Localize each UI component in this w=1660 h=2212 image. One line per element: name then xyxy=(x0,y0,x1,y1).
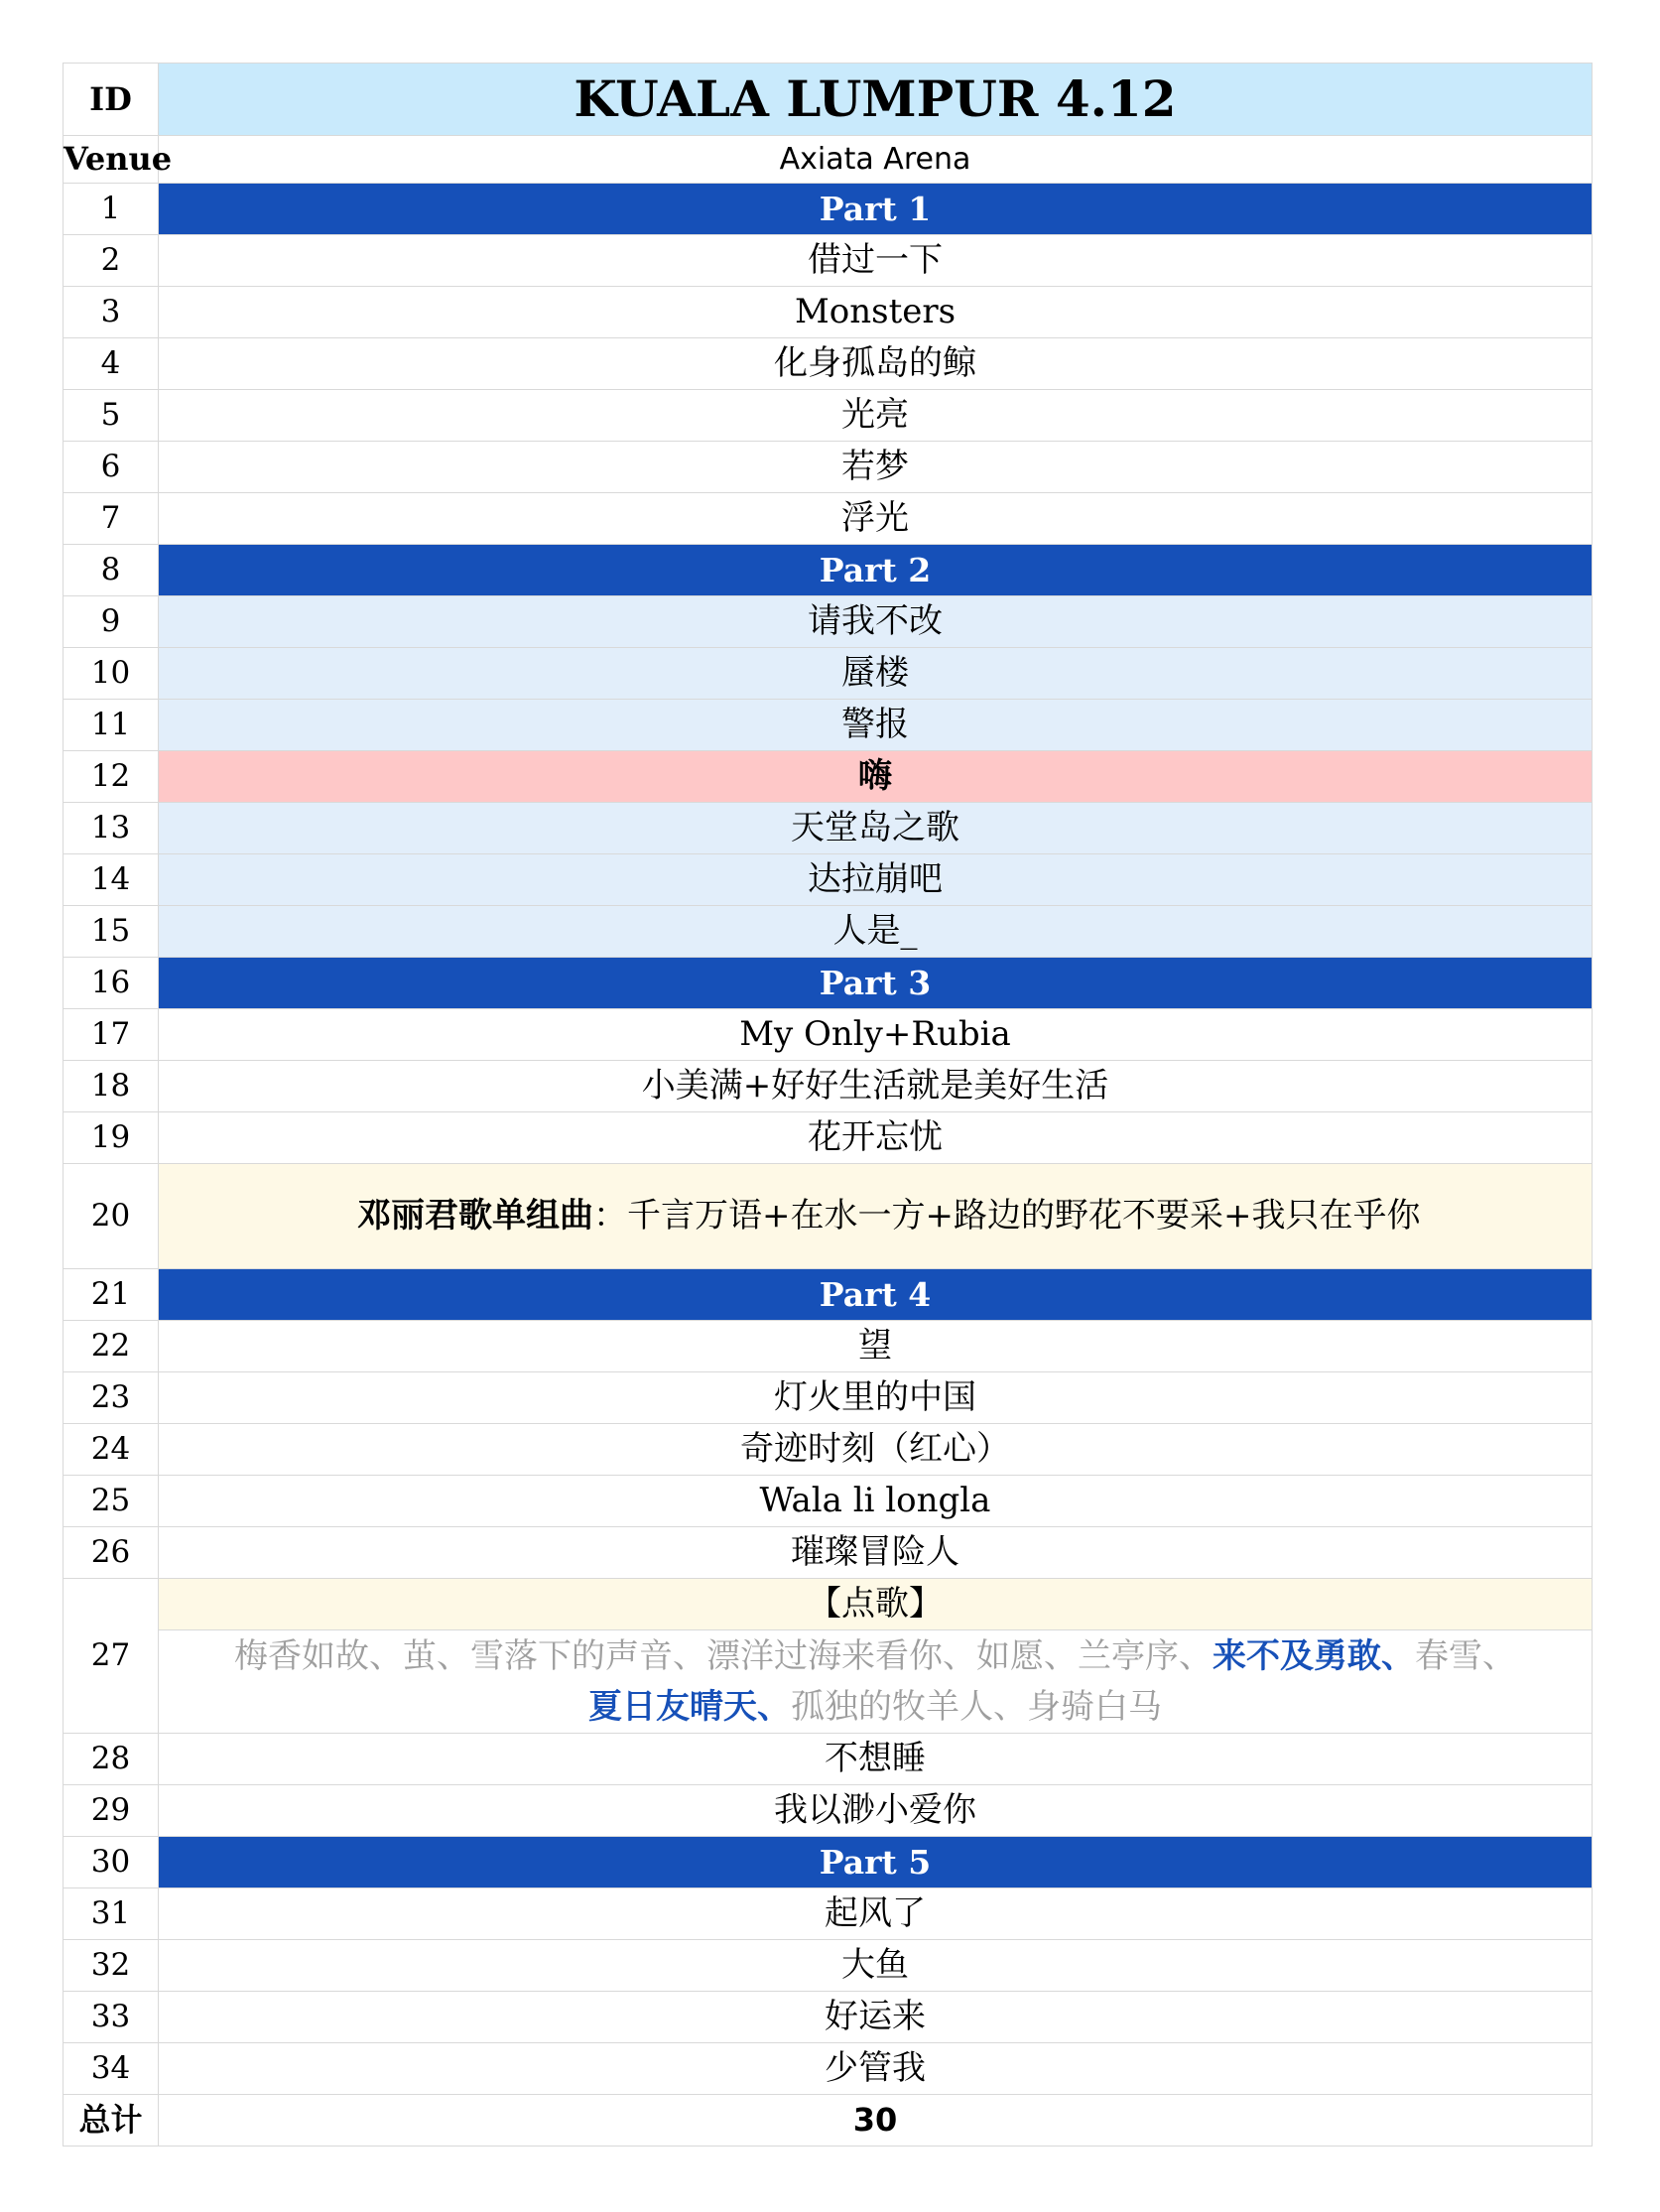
part-header: Part 5 xyxy=(159,1837,1593,1888)
id-header: ID xyxy=(64,64,159,136)
row-id: 13 xyxy=(64,803,159,854)
row-id: 24 xyxy=(64,1424,159,1476)
row-id: 18 xyxy=(64,1061,159,1112)
table-row xyxy=(64,803,1593,854)
row-id: 6 xyxy=(64,442,159,493)
song-title: 借过一下 xyxy=(159,235,1593,287)
request-header: 【点歌】 xyxy=(159,1579,1593,1630)
row-id: 27 xyxy=(64,1579,159,1734)
header-row xyxy=(64,64,1593,136)
venue-label: Venue xyxy=(64,136,159,184)
table-row xyxy=(64,1992,1593,2043)
table-row xyxy=(64,1424,1593,1476)
table-row xyxy=(64,1321,1593,1372)
table-row xyxy=(64,1940,1593,1992)
table-row xyxy=(64,1476,1593,1527)
row-id: 33 xyxy=(64,1992,159,2043)
table-row xyxy=(64,1837,1593,1888)
table-row xyxy=(64,854,1593,906)
table-row xyxy=(64,1630,1593,1734)
song-title: 望 xyxy=(159,1321,1593,1372)
song-title: 达拉崩吧 xyxy=(159,854,1593,906)
table-row xyxy=(64,648,1593,700)
row-id: 25 xyxy=(64,1476,159,1527)
row-id: 21 xyxy=(64,1269,159,1321)
table-row xyxy=(64,2043,1593,2095)
medley-songs: ：千言万语+在水一方+路边的野花不要采+我只在乎你 xyxy=(593,1196,1421,1236)
table-row xyxy=(64,1164,1593,1269)
song-title: Wala li longla xyxy=(159,1476,1593,1527)
row-id: 9 xyxy=(64,596,159,648)
request-list-3: 孤独的牧羊人、身骑白马 xyxy=(791,1686,1162,1727)
row-id: 29 xyxy=(64,1785,159,1837)
row-id: 26 xyxy=(64,1527,159,1579)
page-title: KUALA LUMPUR 4.12 xyxy=(159,64,1593,136)
song-title: 蜃楼 xyxy=(159,648,1593,700)
row-id: 11 xyxy=(64,700,159,751)
table-row xyxy=(64,184,1593,235)
row-id: 3 xyxy=(64,287,159,338)
row-id: 5 xyxy=(64,390,159,442)
medley-lead: 邓丽君歌单组曲 xyxy=(357,1196,593,1236)
song-title: 光亮 xyxy=(159,390,1593,442)
row-id: 7 xyxy=(64,493,159,545)
venue-row xyxy=(64,136,1593,184)
table-row xyxy=(64,906,1593,958)
table-row xyxy=(64,287,1593,338)
table-row xyxy=(64,1009,1593,1061)
row-id: 14 xyxy=(64,854,159,906)
request-songs xyxy=(159,1630,1593,1734)
song-title: 警报 xyxy=(159,700,1593,751)
song-title: My Only+Rubia xyxy=(159,1009,1593,1061)
table-row xyxy=(64,493,1593,545)
row-id: 20 xyxy=(64,1164,159,1269)
song-title: 请我不改 xyxy=(159,596,1593,648)
table-row xyxy=(64,1734,1593,1785)
table-row xyxy=(64,1579,1593,1630)
part-header: Part 2 xyxy=(159,545,1593,596)
row-id: 8 xyxy=(64,545,159,596)
song-title: 化身孤岛的鲸 xyxy=(159,338,1593,390)
table-row xyxy=(64,1527,1593,1579)
request-selected-1: 来不及勇敢、 xyxy=(1213,1635,1415,1676)
row-id: 34 xyxy=(64,2043,159,2095)
song-title: 灯火里的中国 xyxy=(159,1372,1593,1424)
part-header: Part 3 xyxy=(159,958,1593,1009)
row-id: 12 xyxy=(64,751,159,803)
setlist-table xyxy=(63,63,1593,2147)
table-row xyxy=(64,442,1593,493)
row-id: 30 xyxy=(64,1837,159,1888)
total-row xyxy=(64,2095,1593,2147)
song-title: 好运来 xyxy=(159,1992,1593,2043)
request-list-1: 梅香如故、茧、雪落下的声音、漂洋过海来看你、如愿、兰亭序、 xyxy=(234,1635,1213,1676)
song-title: 小美满+好好生活就是美好生活 xyxy=(159,1061,1593,1112)
row-id: 10 xyxy=(64,648,159,700)
table-row xyxy=(64,1061,1593,1112)
row-id: 15 xyxy=(64,906,159,958)
song-title: 奇迹时刻（红心） xyxy=(159,1424,1593,1476)
row-id: 31 xyxy=(64,1888,159,1940)
medley-cell xyxy=(159,1164,1593,1269)
song-title: 起风了 xyxy=(159,1888,1593,1940)
song-title: 若梦 xyxy=(159,442,1593,493)
part-header: Part 4 xyxy=(159,1269,1593,1321)
row-id: 2 xyxy=(64,235,159,287)
row-id: 17 xyxy=(64,1009,159,1061)
total-label: 总计 xyxy=(64,2095,159,2147)
row-id: 19 xyxy=(64,1112,159,1164)
song-title: 少管我 xyxy=(159,2043,1593,2095)
row-id: 16 xyxy=(64,958,159,1009)
row-id: 23 xyxy=(64,1372,159,1424)
venue-value: Axiata Arena xyxy=(159,136,1593,184)
song-title: 浮光 xyxy=(159,493,1593,545)
table-row xyxy=(64,596,1593,648)
row-id: 32 xyxy=(64,1940,159,1992)
row-id: 1 xyxy=(64,184,159,235)
song-title: 不想睡 xyxy=(159,1734,1593,1785)
table-row xyxy=(64,1372,1593,1424)
table-row xyxy=(64,390,1593,442)
table-row xyxy=(64,1269,1593,1321)
row-id: 28 xyxy=(64,1734,159,1785)
table-row xyxy=(64,1785,1593,1837)
table-row xyxy=(64,338,1593,390)
table-row xyxy=(64,700,1593,751)
table-row xyxy=(64,751,1593,803)
table-row xyxy=(64,235,1593,287)
song-title: 大鱼 xyxy=(159,1940,1593,1992)
row-id: 22 xyxy=(64,1321,159,1372)
song-title: 我以渺小爱你 xyxy=(159,1785,1593,1837)
total-value: 30 xyxy=(159,2095,1593,2147)
song-title-highlighted: 嗨 xyxy=(159,751,1593,803)
song-title: Monsters xyxy=(159,287,1593,338)
row-id: 4 xyxy=(64,338,159,390)
request-list-2: 春雪、 xyxy=(1415,1635,1516,1676)
song-title: 天堂岛之歌 xyxy=(159,803,1593,854)
song-title: 人是_ xyxy=(159,906,1593,958)
table-row xyxy=(64,1112,1593,1164)
table-row xyxy=(64,1888,1593,1940)
song-title: 花开忘忧 xyxy=(159,1112,1593,1164)
part-header: Part 1 xyxy=(159,184,1593,235)
song-title: 璀璨冒险人 xyxy=(159,1527,1593,1579)
table-row xyxy=(64,958,1593,1009)
request-selected-2: 夏日友晴天、 xyxy=(588,1686,791,1727)
table-row xyxy=(64,545,1593,596)
